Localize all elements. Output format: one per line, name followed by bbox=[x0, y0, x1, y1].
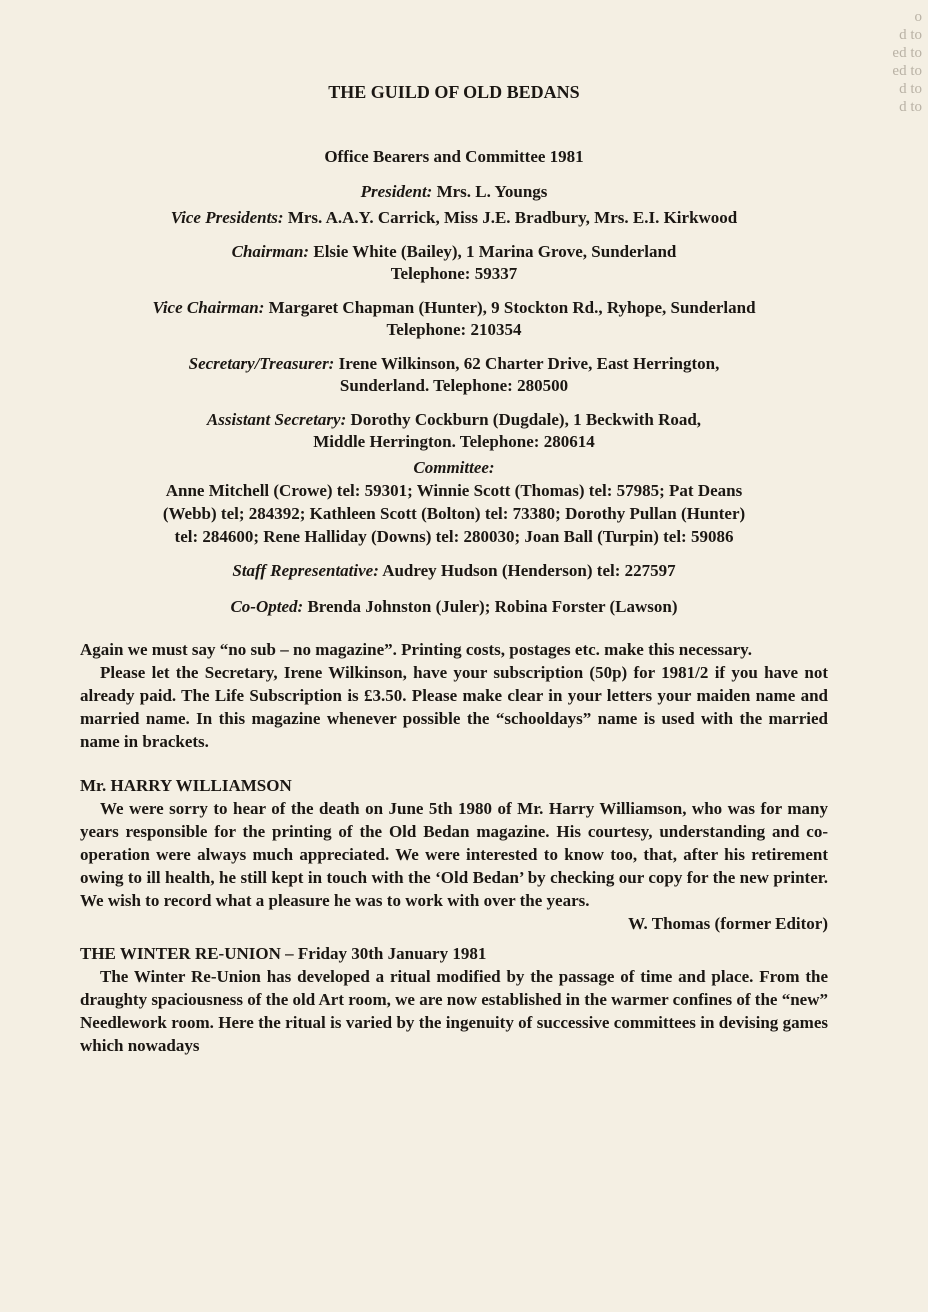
reunion-heading: THE WINTER RE-UNION – Friday 30th January 1981 bbox=[80, 944, 487, 963]
vice-chairman-details: Margaret Chapman (Hunter), 9 Stockton Rd., Ryhope, Sunderland bbox=[268, 298, 756, 317]
vice-chairman-role: Vice Chairman: bbox=[152, 298, 265, 317]
staff-rep-role: Staff Representative: bbox=[232, 561, 379, 580]
committee-heading bbox=[80, 457, 828, 479]
reunion-body: The Winter Re-Union has developed a ritual modified by the passage of time and place. From the draughty spaciousness of the old Art room, we are now established in the warmer confines of the “new” Needlework room. Here the ritual is varied by the ingenuity of successive committees in devising games which nowadays bbox=[80, 967, 828, 1055]
asst-secretary-block bbox=[80, 409, 828, 453]
vice-presidents-role: Vice Presidents: bbox=[170, 208, 284, 227]
notice-paragraph-2: Please let the Secretary, Irene Wilkinson, have your subscription (50p) for 1981/2 if you have not already paid. The Life Subscription is £3.50. Please make clear in your letters your maiden name and married name. In this magazine whenever possible the “schooldays” name is used with the married name in brackets. bbox=[80, 663, 828, 751]
coopted-role: Co-Opted: bbox=[230, 597, 304, 616]
chairman-block bbox=[80, 241, 828, 285]
obituary-signature: W. Thomas (former Editor) bbox=[628, 914, 828, 933]
committee-line-1: Anne Mitchell (Crowe) tel: 59301; Winnie Scott (Thomas) tel: 57985; Pat Deans bbox=[165, 481, 743, 500]
staff-rep-details: Audrey Hudson (Henderson) tel: 227597 bbox=[382, 561, 676, 580]
vice-chairman-block bbox=[80, 297, 828, 341]
notice-paragraph-1: Again we must say “no sub – no magazine”. Printing costs, postages etc. make this necessary. bbox=[80, 640, 752, 659]
president-line bbox=[80, 181, 828, 203]
committee-role: Committee: bbox=[413, 458, 495, 477]
secretary-details: Irene Wilkinson, 62 Charter Drive, East Herrington, bbox=[338, 354, 720, 373]
obituary-body: We were sorry to hear of the death on June 5th 1980 of Mr. Harry Williamson, who was for many years responsible for the printing of the Old Bedan magazine. His courtesy, understanding and co-operation were always much appreciated. We were interested to know too, that, after his retirement owing to ill health, he still kept in touch with the ‘Old Bedan’ by checking our copy for the new printer. We wish to record what a pleasure he was to work with over the years. bbox=[80, 799, 828, 910]
president-role: President: bbox=[360, 182, 433, 201]
committee-line-2: (Webb) tel; 284392; Kathleen Scott (Bolton) tel: 73380; Dorothy Pullan (Hunter) bbox=[162, 504, 746, 523]
staff-rep-line bbox=[80, 560, 828, 582]
asst-secretary-role: Assistant Secretary: bbox=[206, 410, 347, 429]
vice-presidents-names: Mrs. A.A.Y. Carrick, Miss J.E. Bradbury, Mrs. E.I. Kirkwood bbox=[287, 208, 738, 227]
committee-members bbox=[80, 479, 828, 548]
secretary-role: Secretary/Treasurer: bbox=[188, 354, 335, 373]
secretary-block bbox=[80, 353, 828, 397]
page-title: THE GUILD OF OLD BEDANS bbox=[328, 82, 580, 102]
chairman-role: Chairman: bbox=[231, 242, 310, 261]
vice-chairman-phone: Telephone: 210354 bbox=[386, 320, 522, 339]
coopted-names: Brenda Johnston (Juler); Robina Forster (Lawson) bbox=[307, 597, 678, 616]
committee-subtitle: Office Bearers and Committee 1981 bbox=[324, 147, 584, 166]
vice-presidents-line bbox=[80, 207, 828, 229]
margin-marks: o d to ed to ed to d to d to bbox=[892, 9, 922, 115]
subscription-notice bbox=[80, 638, 828, 753]
coopted-line bbox=[80, 596, 828, 618]
president-name: Mrs. L. Youngs bbox=[436, 182, 548, 201]
asst-secretary-details: Dorothy Cockburn (Dugdale), 1 Beckwith Road, bbox=[350, 410, 702, 429]
page-content bbox=[80, 82, 828, 1057]
chairman-details: Elsie White (Bailey), 1 Marina Grove, Sunderland bbox=[313, 242, 677, 261]
committee-line-3: tel: 284600; Rene Halliday (Downs) tel: 280030; Joan Ball (Turpin) tel: 59086 bbox=[174, 527, 734, 546]
chairman-phone: Telephone: 59337 bbox=[390, 264, 518, 283]
obituary-heading: Mr. HARRY WILLIAMSON bbox=[80, 776, 292, 795]
secretary-phone: Sunderland. Telephone: 280500 bbox=[339, 376, 569, 395]
asst-secretary-phone: Middle Herrington. Telephone: 280614 bbox=[313, 432, 595, 451]
